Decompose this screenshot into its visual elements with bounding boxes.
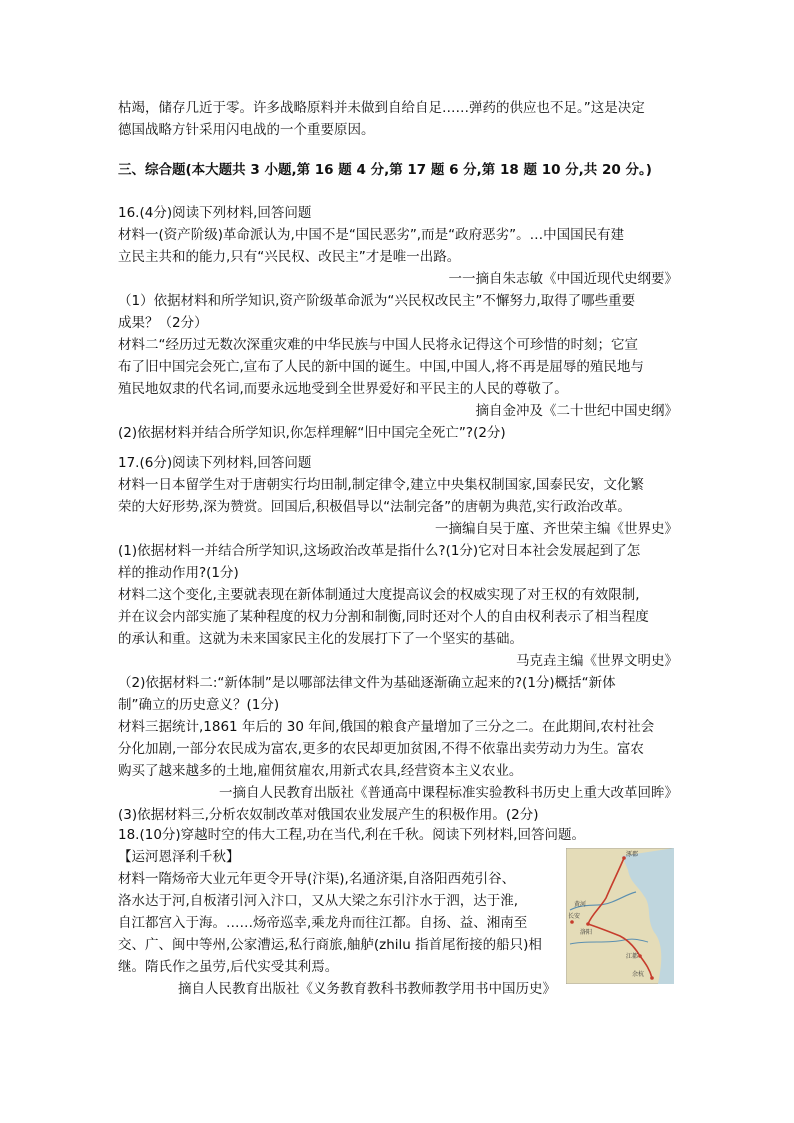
grand-canal-map xyxy=(566,848,674,984)
text-line: 制”确立的历史意义？(1分) xyxy=(118,697,280,713)
map-city-dot xyxy=(586,922,590,926)
text-line: 并在议会内部实施了某种程度的权力分割和制衡,同时还对个人的自由权利表示了相当程度 xyxy=(118,609,649,625)
question-stem: 18.(10分)穿越时空的伟大工程,功在当代,利在千秋。阅读下列材料,回答问题。 xyxy=(118,827,586,843)
map-label: 余杭 xyxy=(632,971,645,978)
text-line: （1）依据材料和所学知识,资产阶级革命派为“兴民权改民主”不懈努力,取得了哪些重要 xyxy=(118,293,636,309)
source-citation: 摘自金冲及《二十世纪中国史纲》 xyxy=(475,403,678,419)
source-citation: 一摘编自吴于廑、齐世荣主编《世界史》 xyxy=(435,521,678,537)
text-line: 立民主共和的能力,只有“兴民权、改民主”才是唯一出路。 xyxy=(118,249,461,265)
map-label: 涿郡 xyxy=(626,851,639,858)
question-17 xyxy=(118,452,678,826)
text-line: 荣的大好形势,深为赞赏。回国后,积极倡导以“法制完备”的唐朝为典范,实行政治改革。 xyxy=(118,499,631,515)
text-line: 分化加剧,一部分农民成为富农,更多的农民却更加贫困,不得不依靠出卖劳动力为生。富农 xyxy=(118,741,644,757)
text-line: 成果？（2分） xyxy=(118,315,208,331)
text-line: 购买了越来越多的土地,雇佣贫雇农,用新式农具,经营资本主义农业。 xyxy=(118,763,523,779)
question-stem: 16.(4分)阅读下列材料,回答问题 xyxy=(118,205,312,221)
map-label: 江都 xyxy=(626,953,639,960)
text-line: 枯竭，储存几近于零。许多战略原料并未做到自给自足……弹药的供应也不足。”这是决定 xyxy=(118,100,645,116)
sub-question: (2)依据材料并结合所学知识,你怎样理解“旧中国完全死亡”?(2分) xyxy=(118,425,506,441)
text-line: 继。隋氏作之虽劳,后代实受其利焉。 xyxy=(118,959,339,975)
text-line: 殖民地奴隶的代名词,而要永远地受到全世界爱好和平民主的人民的尊敬了。 xyxy=(118,381,568,397)
text-line: 交、广、闽中等州,公家漕运,私行商旅,舳舻(zhilu 指首尾衔接的船只)相 xyxy=(118,937,542,953)
text-line: 材料一隋炀帝大业元年更令开导(汴渠),名通济渠,自洛阳西苑引谷、 xyxy=(118,871,516,887)
map-city-dot xyxy=(650,976,654,980)
map-label: 黄河 xyxy=(574,901,587,908)
map-label: 长安 xyxy=(568,913,581,920)
text-line: 材料二这个变化,主要就表现在新体制通过大度提高议会的权威实现了对王权的有效限制, xyxy=(118,587,640,603)
text-line: (1)依据材料一并结合所学知识,这场政治改革是指什么?(1分)它对日本社会发展起到了怎 xyxy=(118,543,641,559)
text-line: 材料一(资产阶级)革命派认为,中国不是“国民恶劣”,而是“政府恶劣”。…中国国民有建 xyxy=(118,227,625,243)
text-line: 的承认和重。这就为未来国家民主化的发展打下了一个坚实的基础。 xyxy=(118,631,523,647)
text-line: 样的推动作用?(1分) xyxy=(118,565,239,581)
source-citation: 摘自人民教育出版社《义务教育教科书教师教学用书中国历史》 xyxy=(178,981,556,997)
source-citation: 一摘自人民教育出版社《普通高中课程标准实验教科书历史上重大改革回眸》 xyxy=(219,785,678,801)
question-stem: 17.(6分)阅读下列材料,回答问题 xyxy=(118,455,312,471)
text-line: （2)依据材料二:“新体制”是以哪部法律文件为基础逐渐确立起来的?(1分)概括“新体 xyxy=(118,675,616,691)
map-label: 洛阳 xyxy=(580,929,593,936)
section-heading: 【运河恩泽利千秋】 xyxy=(118,849,240,865)
sub-question: (3)依据材料三,分析农奴制改革对俄国农业发展产生的积极作用。(2分) xyxy=(118,807,539,823)
text-line: 材料二“经历过无数次深重灾难的中华民族与中国人民将永记得这个可珍惜的时刻；它宣 xyxy=(118,337,638,353)
question-16 xyxy=(118,202,678,444)
section-3-title: 三、综合题(本大题共 3 小题,第 16 题 4 分,第 17 题 6 分,第 18 题 10 分,共 20 分。) xyxy=(118,162,652,178)
source-citation: 马克垚主编《世界文明史》 xyxy=(516,653,678,669)
text-line: 材料三据统计,1861 年后的 30 年间,俄国的粮食产量增加了三分之二。在此期间,农村社会 xyxy=(118,719,655,735)
text-line: 自江都宫入于海。……炀帝巡幸,乘龙舟而往江都。自扬、益、湘南至 xyxy=(118,915,528,931)
text-line: 材料一日本留学生对于唐朝实行均田制,制定律令,建立中央集权制国家,国泰民安，文化繁 xyxy=(118,477,644,493)
map-city-dot xyxy=(638,954,642,958)
intro-paragraph xyxy=(118,97,678,141)
source-citation: 一一摘自朱志敏《中国近现代史纲要》 xyxy=(448,271,678,287)
map-city-dot xyxy=(570,920,574,924)
text-line: 德国战略方针采用闪电战的一个重要原因。 xyxy=(118,122,375,138)
text-line: 洛水达于河,自板渚引河入汴口，又从大梁之东引汴水于泗，达于淮, xyxy=(118,893,519,909)
material-1 xyxy=(118,868,558,1000)
text-line: 布了旧中国完会死亡,宣布了人民的新中国的诞生。中国,中国人,将不再是屈辱的殖民地与 xyxy=(118,359,644,375)
